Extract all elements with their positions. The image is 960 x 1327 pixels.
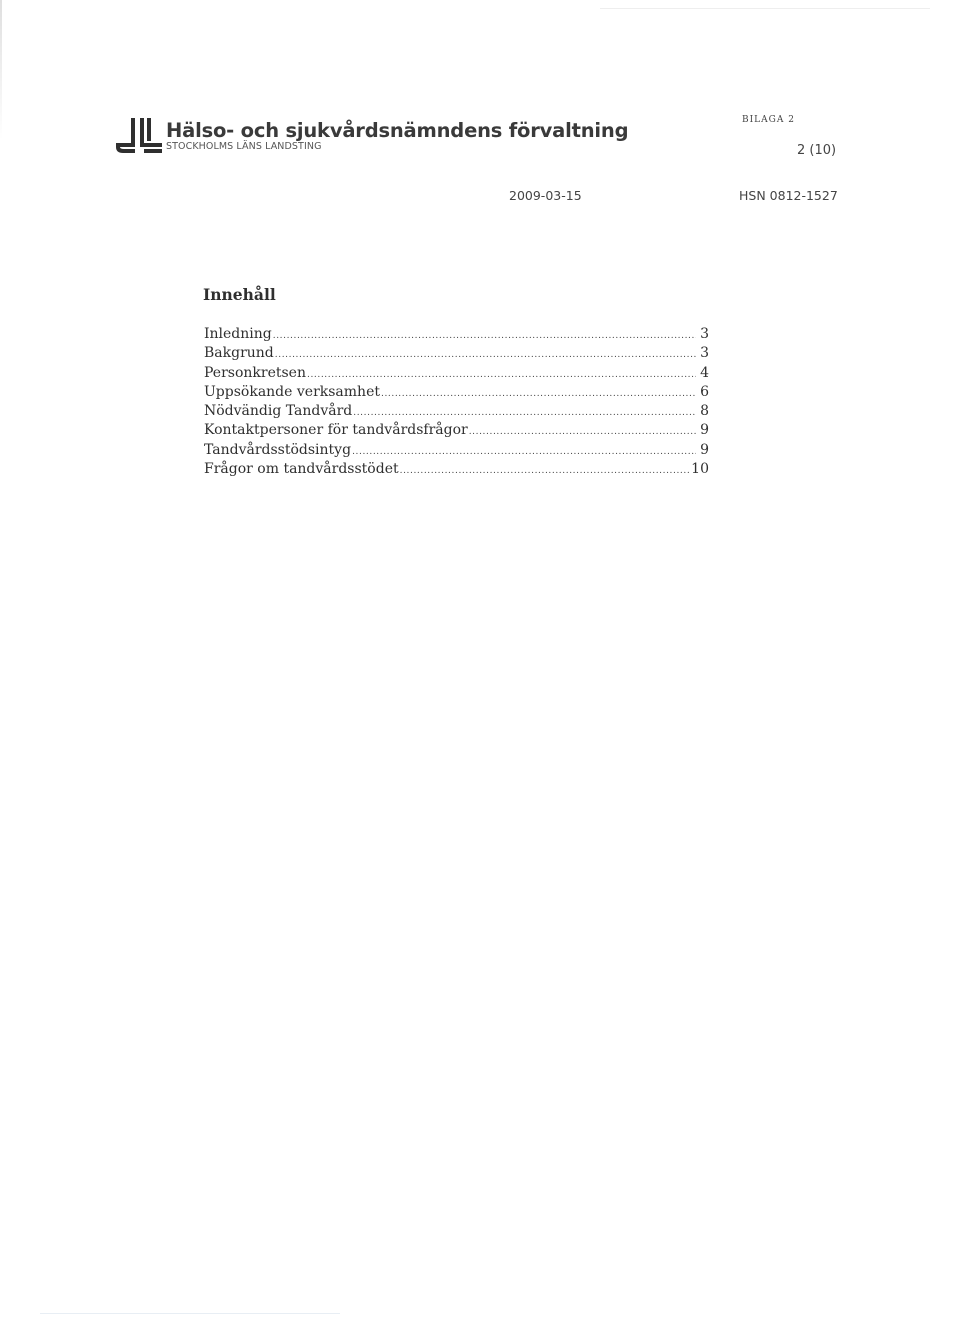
toc-dot-leader [352,447,696,457]
organization-name: Hälso- och sjukvårdsnämndens förvaltning [166,119,629,142]
toc-entry-page: 9 [700,441,709,458]
toc-entry-page: 4 [700,364,709,381]
toc-dot-leader [273,331,696,341]
toc-heading: Innehåll [203,285,276,304]
attachment-label: BILAGA 2 [742,115,795,125]
page-number: 2 (10) [797,143,837,158]
scan-edge-mark [0,0,2,140]
toc-dot-leader [307,370,696,380]
toc-entry-tandvardsstodsintyg[interactable] [204,442,709,461]
toc-dot-leader [381,389,696,399]
table-of-contents [204,326,709,480]
scan-bottom-mark [40,1313,340,1314]
toc-entry-title: Bakgrund [204,345,274,362]
document-reference: HSN 0812-1527 [739,188,838,203]
toc-entry-inledning[interactable] [204,326,709,345]
toc-entry-title: Uppsökande verksamhet [204,383,380,400]
toc-entry-page: 8 [700,403,709,420]
organization-subtitle: STOCKHOLMS LÄNS LANDSTING [166,141,322,152]
toc-entry-title: Personkretsen [204,364,306,381]
toc-entry-title: Inledning [204,326,272,342]
toc-entry-page: 10 [691,461,709,478]
toc-entry-page: 9 [700,422,709,439]
sll-logo-icon [116,118,162,156]
toc-entry-uppsokande-verksamhet[interactable] [204,384,709,403]
toc-dot-leader [275,350,696,360]
toc-entry-title: Kontaktpersoner för tandvårdsfrågor [204,422,468,439]
document-date: 2009-03-15 [509,188,582,203]
toc-entry-kontaktpersoner[interactable] [204,422,709,441]
toc-entry-page: 3 [700,326,709,342]
scan-top-mark [600,8,930,9]
toc-entry-title: Frågor om tandvårdsstödet [204,461,399,478]
toc-dot-leader [400,466,691,476]
toc-dot-leader [353,408,696,418]
toc-entry-title: Nödvändig Tandvård [204,403,353,420]
toc-entry-page: 6 [700,383,709,400]
toc-entry-fragor-om-tandvardsstodet[interactable] [204,461,709,480]
toc-dot-leader [469,427,696,437]
toc-entry-bakgrund[interactable] [204,345,709,364]
toc-entry-nodvandig-tandvard[interactable] [204,403,709,422]
toc-entry-title: Tandvårdsstödsintyg [204,441,352,458]
toc-entry-page: 3 [700,345,709,362]
toc-entry-personkretsen[interactable] [204,365,709,384]
